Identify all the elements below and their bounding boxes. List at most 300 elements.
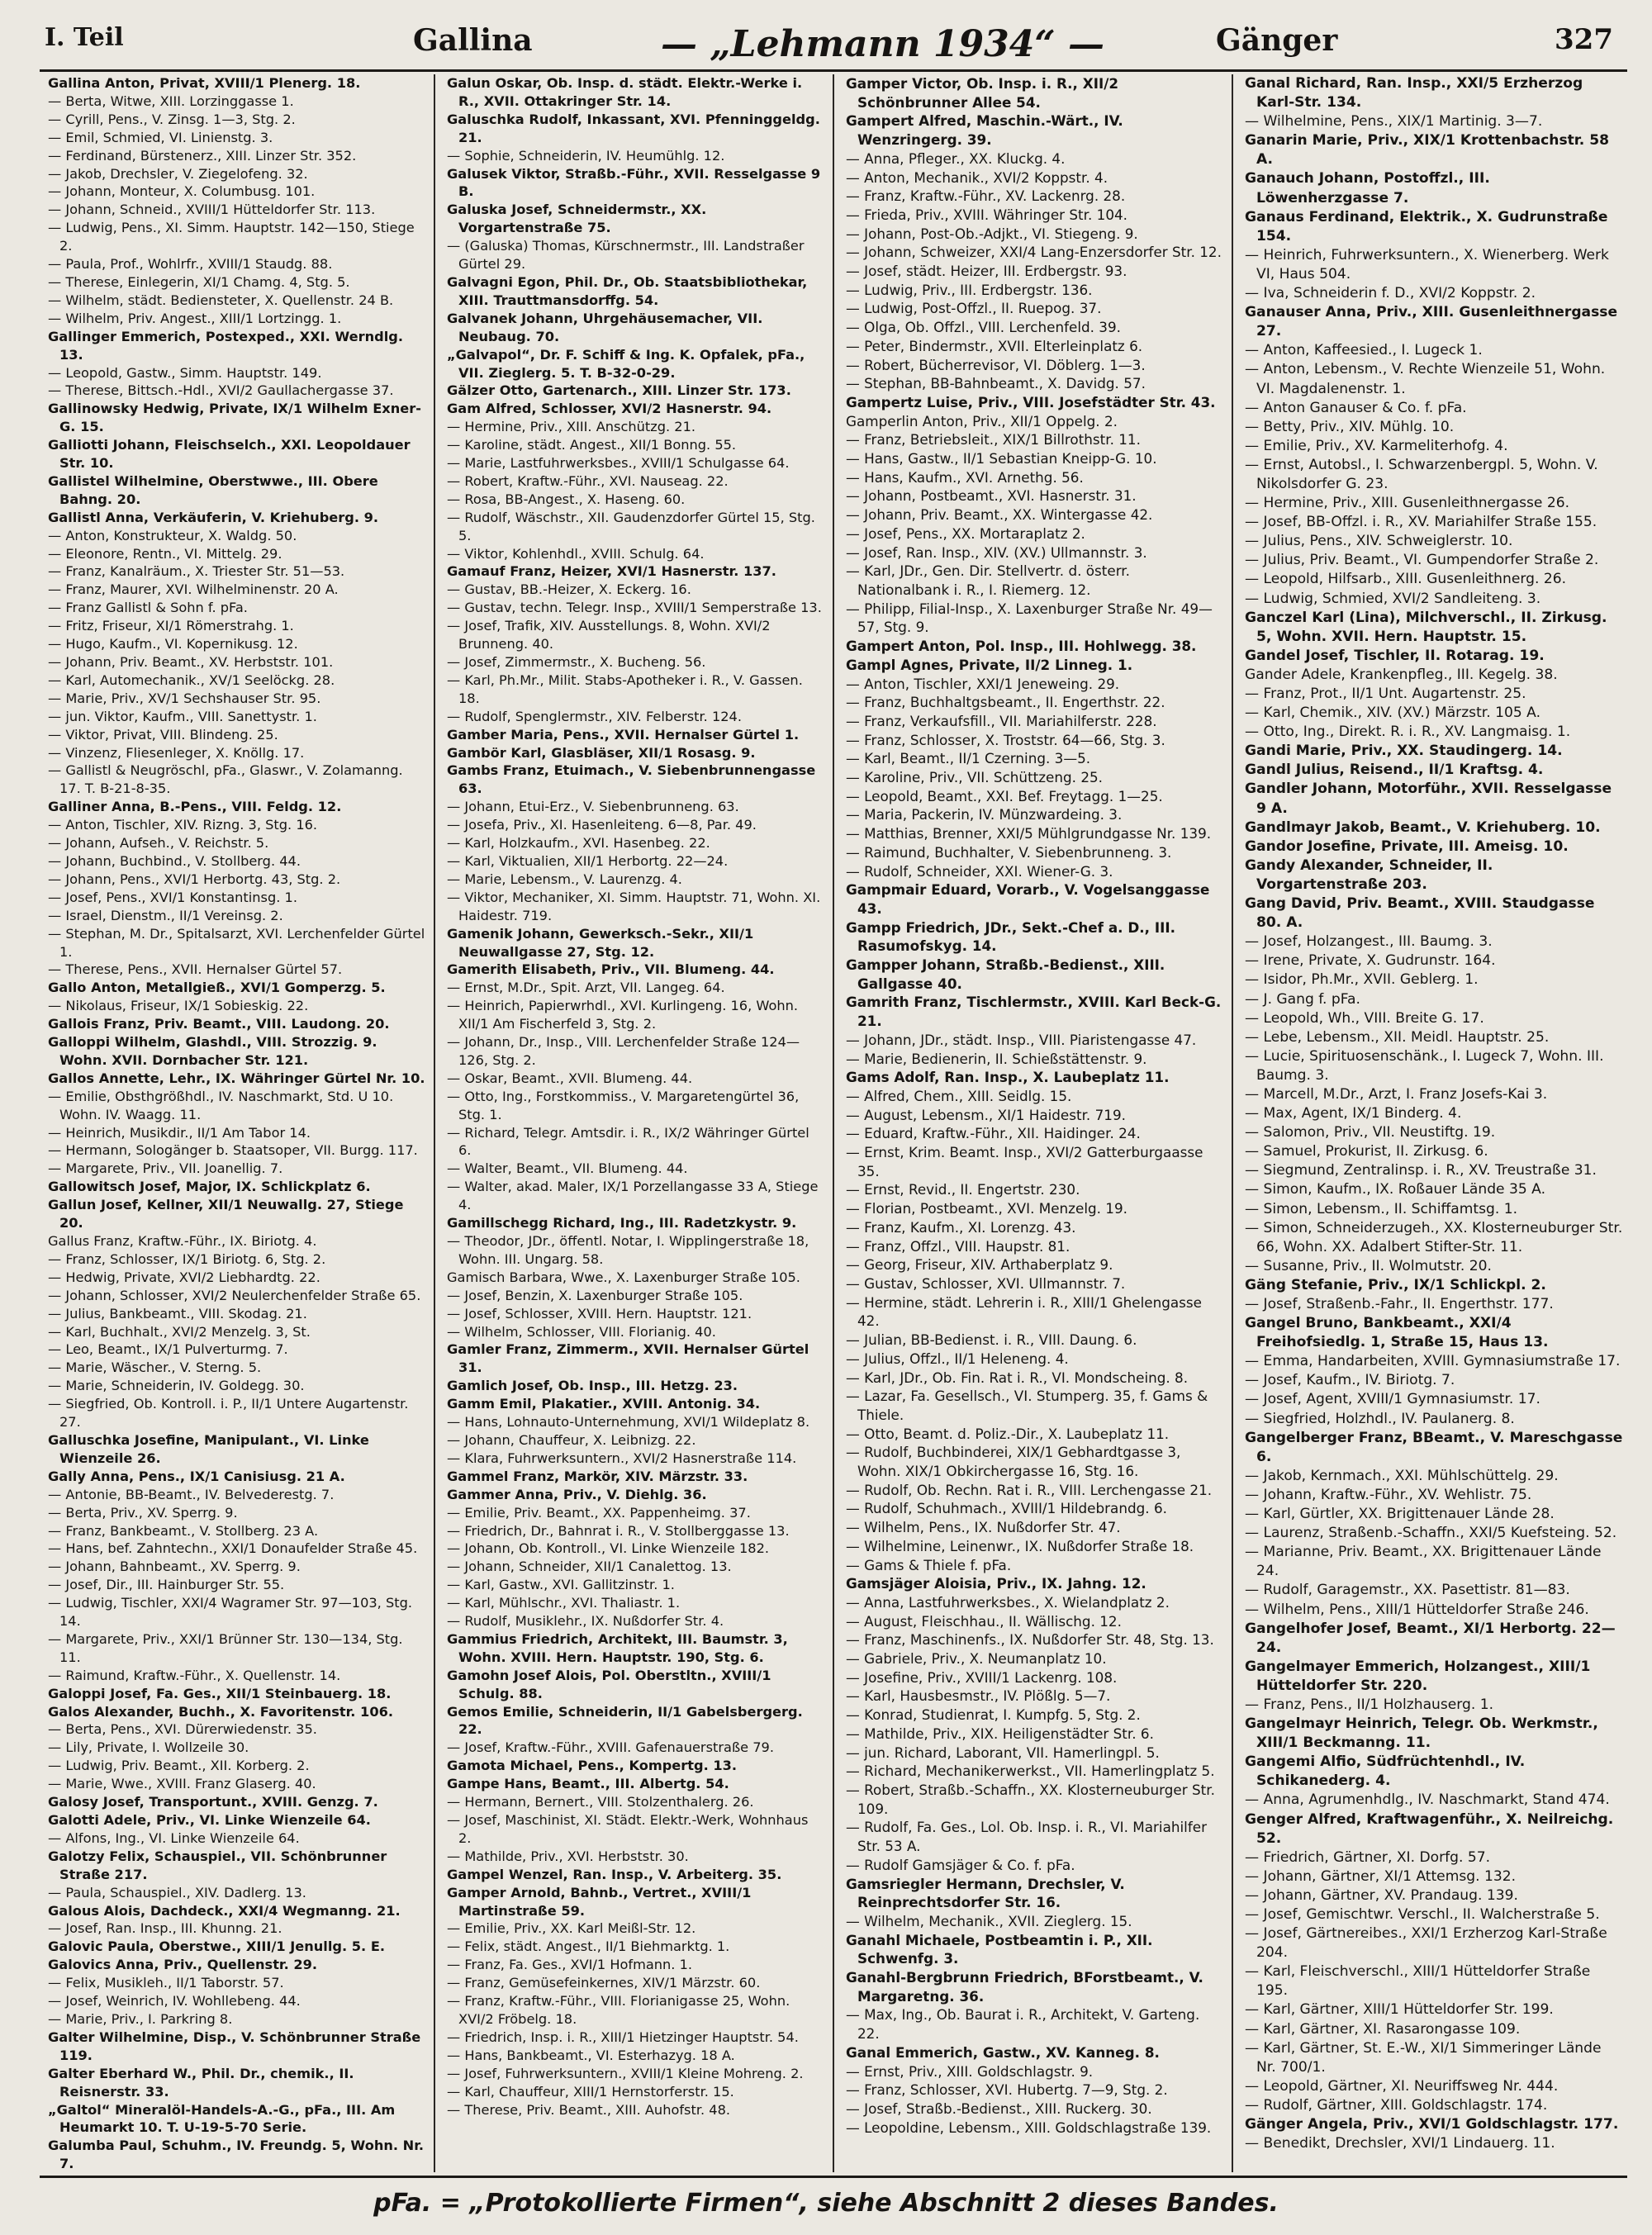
directory-entry: — Wilhelmine, Leinenwr., IX. Nußdorfer Straße 18. (846, 1537, 1194, 1554)
directory-entry: — Friedrich, Gärtner, XI. Dorfg. 57. (1245, 1848, 1491, 1866)
directory-entry: — Max, Ing., Ob. Baurat i. R., Architekt, V. Garteng. 22. (846, 2006, 1200, 2043)
page-number: 327 (1555, 23, 1613, 56)
directory-entry: Gemos Emilie, Schneiderin, II/1 Gabelsbergerg. 22. (447, 1703, 803, 1738)
directory-entry: — Anton, Kaffeesied., I. Lugeck 1. (1245, 342, 1483, 359)
directory-entry: — Josef, Ran. Insp., III. Khunng. 21. (48, 1920, 282, 1937)
directory-entry: — Johann, Post-Ob.-Adjkt., VI. Stiegeng. 9. (846, 225, 1138, 242)
directory-entry: — Julius, Offzl., II/1 Heleneng. 4. (846, 1350, 1069, 1367)
directory-entry: Gallus Franz, Kraftw.-Führ., IX. Biriotg. 4. (48, 1233, 317, 1249)
directory-entry: — Therese, Priv. Beamt., XIII. Auhofstr. 48. (447, 2101, 731, 2118)
directory-entry: Gallos Annette, Lehr., IX. Währinger Gürtel Nr. 10. (48, 1070, 425, 1086)
directory-entry: — Mathilde, Priv., XIX. Heiligenstädter Str. 6. (846, 1725, 1154, 1742)
directory-entry: — Eleonore, Rentn., VI. Mittelg. 29. (48, 545, 282, 562)
directory-entry: — Josef, BB-Offzl. i. R., XV. Mariahilfer Straße 155. (1245, 514, 1597, 531)
directory-entry: — Emilie, Priv., XV. Karmeliterhofg. 4. (1245, 437, 1508, 454)
directory-entry: — Josef, Weinrich, IV. Wohllebeng. 44. (48, 1993, 301, 2010)
directory-entry: — Johann, Etui-Erz., V. Siebenbrunneng. 63. (447, 799, 739, 815)
directory-entry: — Susanne, Priv., II. Wolmutstr. 20. (1245, 1257, 1492, 1274)
directory-entry: Galovics Anna, Priv., Quellenstr. 29. (48, 1957, 318, 1973)
directory-entry: Gandel Josef, Tischler, II. Rotarag. 19. (1245, 647, 1545, 664)
directory-entry: — Walter, Beamt., VII. Blumeng. 44. (447, 1160, 688, 1177)
directory-entry: — Karl, Mühlschr., XVI. Thaliastr. 1. (447, 1595, 681, 1611)
directory-entry: Galvanek Johann, Uhrgehäusemacher, VII. Neubaug. 70. (447, 310, 763, 344)
directory-entry: — Anna, Lastfuhrwerksbes., X. Wielandplatz 2. (846, 1593, 1170, 1611)
directory-entry: — Johann, Schlosser, XVI/2 Neulerchenfelder Straße 65. (48, 1287, 421, 1303)
directory-entry: Gallistel Wilhelmine, Oberstwwe., III. Obere Bahng. 20. (48, 472, 378, 507)
directory-entry: — Alfons, Ing., VI. Linke Wienzeile 64. (48, 1829, 300, 1846)
directory-entry: — Franz, Verkaufsfill., VII. Mariahilferstr. 228. (846, 712, 1157, 729)
directory-entry: Gampl Agnes, Private, II/2 Linneg. 1. (846, 656, 1133, 673)
directory-entry: — Franz Gallistl & Sohn f. pFa. (48, 600, 248, 616)
directory-entry: — Gams & Thiele f. pFa. (846, 1556, 1012, 1573)
directory-entry: Galotzy Felix, Schauspiel., VII. Schönbrunner Straße 217. (48, 1848, 387, 1882)
directory-entry: — Marie, Lebensm., V. Laurenzg. 4. (447, 871, 682, 887)
directory-entry: — Samuel, Prokurist, II. Zirkusg. 6. (1245, 1143, 1488, 1160)
directory-entry: — Franz, Kraftw.-Führ., XV. Lackenrg. 28. (846, 187, 1126, 205)
directory-entry: — Karoline, städt. Angest., XII/1 Bonng. 55. (447, 437, 737, 453)
directory-entry: Gamisch Barbara, Wwe., X. Laxenburger Straße 105. (447, 1269, 800, 1285)
directory-entry: — August, Lebensm., XI/1 Haidestr. 719. (846, 1106, 1126, 1123)
directory-entry: Ganauch Johann, Postoffzl., III. Löwenherzgasse 7. (1245, 170, 1490, 206)
directory-entry: — Josef, Pens., XVI/1 Konstantinsg. 1. (48, 889, 297, 905)
directory-entry: Gammel Franz, Markör, XIV. Märzstr. 33. (447, 1468, 748, 1484)
directory-entry: — Hermine, Priv., XIII. Gusenleithnergasse 26. (1245, 495, 1570, 512)
directory-entry: — Josef, Zimmermstr., X. Bucheng. 56. (447, 654, 706, 670)
directory-entry: Gamota Michael, Pens., Kompertg. 13. (447, 1758, 738, 1774)
directory-entry: — Anton Ganauser & Co. f. pFa. (1245, 399, 1467, 416)
directory-entry: — Richard, Mechanikerwerkst., VII. Hamerlingplatz 5. (846, 1763, 1215, 1780)
directory-entry: — Mathilde, Priv., XVI. Herbststr. 30. (447, 1848, 689, 1864)
directory-entry: Gamler Franz, Zimmerm., XVII. Hernalser Gürtel 31. (447, 1341, 809, 1376)
directory-entry: — Israel, Dienstm., II/1 Vereinsg. 2. (48, 907, 283, 923)
directory-entry: — Otto, Ing., Direkt. R. i. R., XV. Langmaisg. 1. (1245, 724, 1571, 741)
directory-entry: — Philipp, Filial-Insp., X. Laxenburger Straße Nr. 49—57, Stg. 9. (846, 600, 1213, 636)
directory-entry: — Johann, Schweizer, XXI/4 Lang-Enzersdorfer Str. 12. (846, 244, 1222, 261)
directory-entry: Gallina Anton, Privat, XVIII/1 Plenerg. 18. (48, 75, 361, 91)
directory-entry: — Stephan, M. Dr., Spitalsarzt, XVI. Lerchenfelder Gürtel 1. (48, 925, 425, 960)
directory-entry: Gänger Angela, Priv., XVI/1 Goldschlagstr. 177. (1245, 2116, 1619, 2133)
directory-entry: — Viktor, Mechaniker, XI. Simm. Hauptstr. 71, Wohn. XI. Haidestr. 719. (447, 889, 821, 923)
directory-entry: — Karl, Automechanik., XV/1 Seelöckg. 28. (48, 671, 335, 688)
last-entry-keyword: Gänger (1216, 23, 1338, 58)
directory-entry: Galosy Josef, Transportunt., XVIII. Genzg. 7. (48, 1794, 378, 1810)
directory-entry: Ganczel Karl (Lina), Milchverschl., II. Zirkusg. 5, Wohn. XVII. Hern. Hauptstr. 15. (1245, 609, 1607, 645)
directory-entry: — Hermine, Priv., XIII. Anschützg. 21. (447, 419, 696, 435)
directory-entry: — Rudolf, Fa. Ges., Lol. Ob. Insp. i. R., VI. Mariahilfer Str. 53 A. (846, 1819, 1207, 1855)
directory-entry: — Gustav, techn. Telegr. Insp., XVIII/1 Semperstraße 13. (447, 600, 822, 616)
directory-entry: — Johann, JDr., städt. Insp., VIII. Piaristengasse 47. (846, 1031, 1197, 1048)
directory-entry: Gallistl Anna, Verkäuferin, V. Kriehuberg. 9. (48, 509, 379, 525)
directory-entry: — Berta, Priv., XV. Sperrg. 9. (48, 1504, 238, 1521)
directory-entry: — Ernst, M.Dr., Spit. Arzt, VII. Langeg. 64. (447, 980, 725, 996)
directory-entry: — Viktor, Privat, VIII. Blindeng. 25. (48, 726, 278, 743)
directory-entry: — Peter, Bindermstr., XVII. Elterleinplatz 6. (846, 337, 1143, 354)
directory-entry: — Johann, Gärtner, XI/1 Attemsg. 132. (1245, 1867, 1517, 1885)
directory-entry: — Emilie, Obsthgrößhdl., IV. Naschmarkt, Std. U 10. Wohn. IV. Waagg. 11. (48, 1088, 394, 1122)
directory-entry: — Walter, akad. Maler, IX/1 Porzellangasse 33 A, Stiege 4. (447, 1179, 819, 1213)
directory-entry: — Julius, Pens., XIV. Schweiglerstr. 10. (1245, 533, 1513, 550)
page-header (33, 23, 1627, 76)
directory-entry: — Josef, Fuhrwerksuntern., XVIII/1 Kleine Mohreng. 2. (447, 2065, 804, 2081)
directory-entry: Gam Alfred, Schlosser, XVI/2 Hasnerstr. 94. (447, 401, 772, 417)
directory-entry: — Felix, Musikleh., II/1 Taborstr. 57. (48, 1975, 284, 1991)
directory-entry: Ganarin Marie, Priv., XIX/1 Krottenbachstr. 58 A. (1245, 132, 1610, 168)
directory-entry: — Robert, Kraftw.-Führ., XVI. Nauseag. 22. (447, 472, 729, 489)
directory-entry: — Anna, Agrumenhdlg., IV. Naschmarkt, Stand 474. (1245, 1791, 1610, 1809)
directory-entry: — Johann, Aufseh., V. Reichstr. 5. (48, 835, 269, 852)
directory-entry: Ganaus Ferdinand, Elektrik., X. Gudrunstraße 154. (1245, 208, 1608, 244)
directory-entry: — Hedwig, Private, XVI/2 Liebhardtg. 22. (48, 1269, 320, 1285)
directory-entry: Gälzer Otto, Gartenarch., XIII. Linzer Str. 173. (447, 382, 791, 399)
directory-entry: Galous Alois, Dachdeck., XXI/4 Wegmanng. 21. (48, 1902, 401, 1919)
directory-entry: — Hans, Kaufm., XVI. Arnethg. 56. (846, 468, 1084, 486)
directory-entry: Gander Adele, Krankenpfleg., III. Kegelg. 38. (1245, 666, 1558, 683)
directory-entry: — Karl, Gärtner, St. E.-W., XI/1 Simmeringer Lände Nr. 700/1. (1245, 2039, 1602, 2076)
directory-entry: Gangel Bruno, Bankbeamt., XXI/4 Freihofsiedlg. 1, Straße 15, Haus 13. (1245, 1315, 1549, 1351)
directory-entry: — Emilie, Priv. Beamt., XX. Pappenheimg. 37. (447, 1504, 751, 1521)
directory-entry: — Berta, Pens., XVI. Dürerwiedenstr. 35. (48, 1721, 317, 1738)
directory-entry: — Eduard, Kraftw.-Führ., XII. Haidinger. 24. (846, 1125, 1141, 1142)
directory-entry: Gams Adolf, Ran. Insp., X. Laubeplatz 11. (846, 1069, 1170, 1086)
directory-entry: — Rudolf Gamsjäger & Co. f. pFa. (846, 1856, 1075, 1873)
directory-entry: Gandl Julius, Reisend., II/1 Kraftsg. 4. (1245, 762, 1544, 779)
first-entry-keyword: Gallina (413, 23, 533, 58)
directory-entry: Galliotti Johann, Fleischselch., XXI. Leopoldauer Str. 10. (48, 437, 411, 472)
directory-title: — „Lehmann 1934“ — (661, 23, 1105, 65)
directory-entry: — Marcell, M.Dr., Arzt, I. Franz Josefs-Kai 3. (1245, 1085, 1548, 1103)
directory-entry: — Betty, Priv., XIV. Mühlg. 10. (1245, 418, 1455, 435)
directory-entry: — Karoline, Priv., VII. Schüttzeng. 25. (846, 769, 1104, 786)
directory-entry: — Leopold, Hilfsarb., XIII. Gusenleithnerg. 26. (1245, 571, 1566, 588)
directory-entry: — Josef, Gemischtwr. Verschl., II. Walcherstraße 5. (1245, 1906, 1600, 1923)
directory-entry: — Anna, Pfleger., XX. Kluckg. 4. (846, 149, 1066, 167)
directory-entry: — Florian, Postbeamt., XVI. Menzelg. 19. (846, 1200, 1127, 1217)
directory-entry: — Karl, Fleischverschl., XIII/1 Hütteldorfer Straße 195. (1245, 1963, 1591, 2000)
directory-entry: — Ludwig, Tischler, XXI/4 Wagramer Str. 97—103, Stg. 14. (48, 1595, 413, 1630)
directory-entry: — Therese, Bittsch.-Hdl., XVI/2 Gaullachergasse 37. (48, 382, 394, 399)
directory-entry: — Julian, BB-Bedienst. i. R., VIII. Daung. 6. (846, 1331, 1137, 1349)
directory-entry: — J. Gang f. pFa. (1245, 990, 1360, 1008)
directory-entry: — Cyrill, Pens., V. Zinsg. 1—3, Stg. 2. (48, 111, 296, 127)
directory-entry: — Gustav, Schlosser, XVI. Ullmannstr. 7. (846, 1275, 1126, 1292)
directory-entry: Gandor Josefine, Private, III. Ameisg. 10. (1245, 838, 1569, 855)
directory-entry: Galuschka Rudolf, Inkassant, XVI. Pfenninggeldg. 21. (447, 111, 820, 145)
directory-entry: Gambs Franz, Etuimach., V. Siebenbrunnengasse 63. (447, 762, 816, 797)
directory-entry: — Siegfried, Holzhdl., IV. Paulanerg. 8. (1245, 1410, 1515, 1427)
directory-entry: — Marie, Lastfuhrwerksbes., XVIII/1 Schulgasse 64. (447, 455, 790, 472)
directory-entry: — Johann, Kraftw.-Führ., XV. Wehlistr. 75. (1245, 1486, 1532, 1503)
directory-entry: — Karl, Beamt., II/1 Czerning. 3—5. (846, 750, 1091, 767)
directory-entry: Galter Eberhard W., Phil. Dr., chemik., II. Reisnerstr. 33. (48, 2065, 354, 2100)
directory-entry: — Hermann, Sologänger b. Staatsoper, VII. Burgg. 117. (48, 1142, 418, 1159)
directory-entry: — Marie, Priv., XV/1 Sechshauser Str. 95. (48, 690, 321, 706)
directory-entry: Gäng Stefanie, Priv., IX/1 Schlickpl. 2. (1245, 1276, 1546, 1293)
directory-entry: Galuska Josef, Schneidermstr., XX. Vorgartenstraße 75. (447, 202, 707, 236)
directory-entry: Gamper Victor, Ob. Insp. i. R., XII/2 Schönbrunner Allee 54. (846, 75, 1118, 111)
directory-entry: Galter Wilhelmine, Disp., V. Schönbrunner Straße 119. (48, 2029, 421, 2063)
directory-entry: — Franz, Bankbeamt., V. Stollberg. 23 A. (48, 1522, 319, 1539)
directory-entry: — Josef, Pens., XX. Mortaraplatz 2. (846, 524, 1085, 542)
directory-entry: Gamerith Elisabeth, Priv., VII. Blumeng. 44. (447, 961, 775, 978)
column-4 (1240, 74, 1632, 2172)
entry-columns (43, 74, 1632, 2172)
directory-entry: — Anton, Tischler, XXI/1 Jeneweing. 29. (846, 675, 1120, 692)
directory-entry: — Otto, Beamt. d. Poliz.-Dir., X. Laubeplatz 11. (846, 1425, 1170, 1442)
directory-entry: — Hans, Lohnauto-Unternehmung, XVI/1 Wildeplatz 8. (447, 1414, 810, 1431)
directory-entry: Ganal Richard, Ran. Insp., XXI/5 Erzherzog Karl-Str. 134. (1245, 75, 1583, 112)
directory-entry: Gambör Karl, Glasbläser, XII/1 Rosasg. 9. (447, 744, 756, 761)
directory-entry: — Karl, JDr., Ob. Fin. Rat i. R., VI. Mondscheing. 8. (846, 1369, 1189, 1386)
directory-entry: Gallun Josef, Kellner, XII/1 Neuwallg. 27, Stiege 20. (48, 1197, 404, 1231)
directory-entry: Gampert Anton, Pol. Insp., III. Hohlwegg. 38. (846, 638, 1197, 655)
directory-entry: — Antonie, BB-Beamt., IV. Belvederestg. 7. (48, 1486, 335, 1502)
directory-entry: — Robert, Straßb.-Schaffn., XX. Klosterneuburger Str. 109. (846, 1781, 1215, 1817)
directory-entry: — Irene, Private, X. Gudrunstr. 164. (1245, 952, 1496, 970)
directory-entry: Galusek Viktor, Straßb.-Führ., XVII. Resselgasse 9 B. (447, 165, 821, 200)
directory-entry: — Heinrich, Musikdir., II/1 Am Tabor 14. (48, 1124, 311, 1141)
directory-entry: — Ernst, Priv., XIII. Goldschlagstr. 9. (846, 2062, 1094, 2080)
directory-entry: — Richard, Telegr. Amtsdir. i. R., IX/2 Währinger Gürtel 6. (447, 1124, 809, 1159)
directory-entry: — Hans, Bankbeamt., VI. Esterhazyg. 18 A. (447, 2047, 735, 2063)
directory-entry: — Friedrich, Dr., Bahnrat i. R., V. Stollberggasse 13. (447, 1522, 790, 1539)
directory-entry: — (Galuska) Thomas, Kürschnermstr., III. Landstraßer Gürtel 29. (447, 238, 805, 273)
directory-entry: — Leopold, Gastw., Simm. Hauptstr. 149. (48, 364, 322, 381)
directory-entry: Gamsriegler Hermann, Drechsler, V. Reinprechtsdorfer Str. 16. (846, 1875, 1125, 1911)
directory-entry: — Lily, Private, I. Wollzeile 30. (48, 1739, 249, 1756)
directory-entry: Galluschka Josefine, Manipulant., VI. Linke Wienzeile 26. (48, 1431, 369, 1466)
directory-entry: — Therese, Pens., XVII. Hernalser Gürtel 57. (48, 961, 343, 978)
directory-entry: — Franz, Prot., II/1 Unt. Augartenstr. 25. (1245, 686, 1526, 702)
directory-entry: — Anton, Tischler, XIV. Rizng. 3, Stg. 16. (48, 817, 318, 833)
directory-entry: — Rudolf, Schuhmach., XVIII/1 Hildebrandg. 6. (846, 1500, 1167, 1517)
directory-entry: Ganahl Michaele, Postbeamtin i. P., XII. Schwenfg. 3. (846, 1931, 1153, 1967)
directory-entry: — Paula, Schauspiel., XIV. Dadlerg. 13. (48, 1884, 306, 1900)
directory-entry: Gangelberger Franz, BBeamt., V. Mareschgasse 6. (1245, 1429, 1623, 1465)
directory-entry: — Jakob, Kernmach., XXI. Mühlschüttelg. 29. (1245, 1467, 1559, 1484)
directory-entry: — Fritz, Friseur, XI/1 Römerstrahg. 1. (48, 618, 294, 634)
directory-entry: — Josefine, Priv., XVIII/1 Lackenrg. 108. (846, 1668, 1118, 1686)
directory-entry: — Ludwig, Priv. Beamt., XII. Korberg. 2. (48, 1758, 310, 1774)
directory-entry: — Ludwig, Schmied, XVI/2 Sandleiteng. 3. (1245, 590, 1541, 607)
directory-entry: — Franz, Pens., II/1 Holzhauserg. 1. (1245, 1696, 1494, 1713)
directory-entry: — Simon, Kaufm., IX. Roßauer Lände 35 A. (1245, 1181, 1546, 1198)
directory-entry: — Ludwig, Priv., III. Erdbergstr. 136. (846, 281, 1093, 298)
directory-entry: — Karl, Buchhalt., XVI/2 Menzelg. 3, St. (48, 1323, 311, 1340)
directory-entry: — Max, Agent, IX/1 Binderg. 4. (1245, 1105, 1462, 1122)
directory-entry: Gamohn Josef Alois, Pol. Oberstltn., XVIII/1 Schulg. 88. (447, 1667, 771, 1701)
directory-entry: — Robert, Bücherrevisor, VI. Döblerg. 1—3. (846, 356, 1146, 373)
directory-entry: Gangemi Alfio, Südfrüchtenhdl., IV. Schikanederg. 4. (1245, 1753, 1526, 1790)
directory-entry: — Franz, Kaufm., XI. Lorenzg. 43. (846, 1218, 1076, 1236)
directory-entry: — Stephan, BB-Bahnbeamt., X. Davidg. 57. (846, 375, 1146, 392)
column-3 (841, 74, 1233, 2172)
directory-entry: — Anton, Mechanik., XVI/2 Koppstr. 4. (846, 168, 1108, 186)
directory-entry: — Anton, Konstrukteur, X. Waldg. 50. (48, 527, 297, 543)
directory-entry: — Nikolaus, Friseur, IX/1 Sobieskig. 22. (48, 998, 309, 1014)
directory-entry: — Margarete, Priv., XXI/1 Brünner Str. 130—134, Stg. 11. (48, 1630, 403, 1665)
header-rule (40, 69, 1627, 72)
directory-entry: — Wilhelm, Priv. Angest., XIII/1 Lortzingg. 1. (48, 310, 342, 326)
directory-entry: — Rudolf, Garagemstr., XX. Pasettistr. 81—83. (1245, 1582, 1570, 1599)
directory-entry: — Marie, Wwe., XVIII. Franz Glaserg. 40. (48, 1776, 316, 1792)
directory-entry: Gampel Wenzel, Ran. Insp., V. Arbeiterg. 35. (447, 1866, 782, 1882)
directory-entry: Galun Oskar, Ob. Insp. d. städt. Elektr.-Werke i. R., XVII. Ottakringer Str. 14. (447, 75, 803, 109)
directory-entry: Gallowitsch Josef, Major, IX. Schlickplatz 6. (48, 1179, 371, 1195)
directory-entry: — Lazar, Fa. Gesellsch., VI. Stumperg. 35, f. Gams & Thiele. (846, 1388, 1208, 1423)
directory-entry: — Julius, Bankbeamt., VIII. Skodag. 21. (48, 1305, 307, 1322)
directory-entry: — Siegfried, Ob. Kontroll. i. P., II/1 Untere Augartenstr. 27. (48, 1396, 409, 1431)
directory-entry: Gammius Friedrich, Architekt, III. Baumstr. 3, Wohn. XVIII. Hern. Hauptstr. 190, Stg. 6. (447, 1630, 788, 1665)
directory-entry: Galumba Paul, Schuhm., IV. Freundg. 5, Wohn. Nr. 7. (48, 2138, 425, 2172)
directory-entry: — Friedrich, Insp. i. R., XIII/1 Hietzinger Hauptstr. 54. (447, 2029, 799, 2045)
directory-entry: — Margarete, Priv., VII. Joanellig. 7. (48, 1160, 283, 1177)
directory-entry: — Ludwig, Post-Offzl., II. Ruepog. 37. (846, 300, 1102, 317)
directory-entry: — Paula, Prof., Wohlrfr., XVIII/1 Staudg. 88. (48, 256, 333, 273)
directory-entry: — Ernst, Revid., II. Engertstr. 230. (846, 1181, 1080, 1198)
directory-entry: — Johann, Bahnbeamt., XV. Sperrg. 9. (48, 1559, 301, 1575)
directory-entry: — jun. Richard, Laborant, VII. Hamerlingpl. 5. (846, 1744, 1160, 1761)
directory-entry: — Leopold, Gärtner, XI. Neuriffsweg Nr. 444. (1245, 2077, 1559, 2095)
directory-entry: — Hans, Gastw., II/1 Sebastian Kneipp-G. 10. (846, 450, 1157, 467)
directory-entry: — Franz, Maurer, XVI. Wilhelminenstr. 20 A. (48, 581, 339, 598)
directory-entry: — Rudolf, Schneider, XXI. Wiener-G. 3. (846, 862, 1113, 880)
directory-entry: Gamperlin Anton, Priv., XII/1 Oppelg. 2. (846, 412, 1118, 429)
directory-entry: — Rosa, BB-Angest., X. Haseng. 60. (447, 491, 686, 507)
directory-entry: — Raimund, Kraftw.-Führ., X. Quellenstr. 14. (48, 1667, 341, 1683)
directory-entry: — Josef, Benzin, X. Laxenburger Straße 105. (447, 1287, 743, 1303)
directory-entry: — Olga, Ob. Offzl., VIII. Lerchenfeld. 39. (846, 319, 1121, 336)
directory-entry: — Josef, Schlosser, XVIII. Hern. Hauptstr. 121. (447, 1305, 752, 1322)
directory-entry: „Galvapol“, Dr. F. Schiff & Ing. K. Opfalek, pFa., VII. Zieglerg. 5. T. B-32-0-29. (447, 346, 805, 381)
directory-entry: — Raimund, Buchhalter, V. Siebenbrunneng. 3. (846, 843, 1172, 861)
directory-entry: — Josef, Maschinist, XI. Städt. Elektr.-Werk, Wohnhaus 2. (447, 1812, 809, 1846)
directory-entry: — Karl, Chauffeur, XIII/1 Hernstorferstr. 15. (447, 2083, 734, 2100)
directory-entry: — Laurenz, Straßenb.-Schaffn., XXI/5 Kuefsteing. 52. (1245, 1525, 1617, 1542)
directory-entry: — Karl, JDr., Gen. Dir. Stellvertr. d. österr. Nationalbank i. R., I. Riemerg. 12. (846, 562, 1130, 598)
directory-entry: Galotti Adele, Priv., VI. Linke Wienzeile 64. (48, 1812, 371, 1828)
directory-entry: — Leopold, Beamt., XXI. Bef. Freytagg. 1—25. (846, 787, 1163, 804)
directory-entry: Gampper Johann, Straßb.-Bedienst., XIII. Gallgasse 40. (846, 956, 1165, 992)
directory-entry: — Hermann, Bernert., VIII. Stolzenthalerg. 26. (447, 1794, 754, 1810)
directory-entry: — Johann, Priv. Beamt., XX. Wintergasse 42. (846, 506, 1153, 524)
footer-note: pFa. = „Protokollierte Firmen“, siehe Abschnitt 2 dieses Bandes. (373, 2189, 1279, 2218)
directory-entry: Gampertz Luise, Priv., VIII. Josefstädter Str. 43. (846, 393, 1216, 410)
directory-entry: Gamauf Franz, Heizer, XVI/1 Hasnerstr. 137. (447, 563, 776, 580)
directory-entry: Gangelhofer Josef, Beamt., XI/1 Herbortg. 22—24. (1245, 1620, 1616, 1656)
directory-entry: — Johann, Postbeamt., XVI. Hasnerstr. 31. (846, 487, 1137, 505)
directory-entry: — Johann, Schneider, XII/1 Canalettog. 13. (447, 1559, 732, 1575)
directory-entry: — Georg, Friseur, XIV. Arthaberplatz 9. (846, 1256, 1113, 1274)
directory-entry: — Oskar, Beamt., XVII. Blumeng. 44. (447, 1070, 693, 1086)
directory-entry: — Johann, Gärtner, XV. Prandaug. 139. (1245, 1886, 1518, 1904)
directory-entry: — Franz, Gemüsefeinkernes, XIV/1 Märzstr. 60. (447, 1975, 761, 1991)
directory-entry: Gamenik Johann, Gewerksch.-Sekr., XII/1 Neuwallgasse 27, Stg. 12. (447, 925, 754, 960)
directory-entry: Galovic Paula, Oberstwe., XIII/1 Jenullg. 5. E. (48, 1938, 386, 1955)
directory-entry: — Karl, Gastw., XVI. Gallitzinstr. 1. (447, 1577, 675, 1593)
directory-entry: — Johann, Pens., XVI/1 Herbortg. 43, Stg. 2. (48, 871, 341, 887)
directory-entry: Gang David, Priv. Beamt., XVIII. Staudgasse 80. A. (1245, 895, 1595, 932)
directory-entry: — Ernst, Autobsl., I. Schwarzenbergpl. 5, Wohn. V. Nikolsdorfer G. 23. (1245, 456, 1598, 492)
directory-entry: — Franz, Schlosser, IX/1 Biriotg. 6, Stg. 2. (48, 1250, 326, 1267)
directory-entry: Gammer Anna, Priv., V. Diehlg. 36. (447, 1486, 707, 1502)
directory-entry: — Johann, Monteur, X. Columbusg. 101. (48, 183, 316, 200)
directory-entry: — Franz, Buchhaltgsbeamt., II. Engerthstr. 22. (846, 694, 1165, 711)
directory-entry: — Jakob, Drechsler, V. Ziegelofeng. 32. (48, 165, 308, 182)
directory-entry: Gamm Emil, Plakatier., XVIII. Antonig. 34. (447, 1396, 761, 1412)
directory-entry: — Vinzenz, Fliesenleger, X. Knöllg. 17. (48, 744, 305, 761)
directory-entry: Gallinger Emmerich, Postexped., XXI. Werndlg. 13. (48, 328, 404, 363)
directory-entry: Ganahl-Bergbrunn Friedrich, BForstbeamt., V. Margaretng. 36. (846, 1969, 1203, 2005)
directory-entry: — Josef, Straßenb.-Fahr., II. Engerthstr. 177. (1245, 1296, 1554, 1312)
directory-entry: — Isidor, Ph.Mr., XVII. Geblerg. 1. (1245, 971, 1479, 989)
directory-entry: — Franz, Kraftw.-Führ., VIII. Florianigasse 25, Wohn. XVI/2 Fröbelg. 18. (447, 1993, 790, 2027)
directory-entry: Gally Anna, Pens., IX/1 Canisiusg. 21 A. (48, 1468, 345, 1484)
directory-entry: — Iva, Schneiderin f. D., XVI/2 Koppstr. 2. (1245, 285, 1536, 302)
directory-entry: — Heinrich, Fuhrwerksuntern., X. Wienerberg. Werk VI, Haus 504. (1245, 246, 1609, 282)
directory-entry: — Franz, Maschinenfs., IX. Nußdorfer Str. 48, Stg. 13. (846, 1631, 1214, 1649)
directory-entry: — Ernst, Krim. Beamt. Insp., XVI/2 Gatterburgaasse 35. (846, 1144, 1203, 1179)
directory-entry: — Karl, Hausbesmstr., IV. Plößlg. 5—7. (846, 1687, 1111, 1705)
directory-entry: Gangelmayer Emmerich, Holzangest., XIII/1 Hütteldorfer Str. 220. (1245, 1658, 1591, 1694)
directory-entry: Galoppi Josef, Fa. Ges., XII/1 Steinbauerg. 18. (48, 1685, 392, 1701)
directory-entry: — Simon, Lebensm., II. Schiffamtsg. 1. (1245, 1200, 1518, 1217)
directory-entry: — Karl, Chemik., XIV. (XV.) Märzstr. 105 A. (1245, 705, 1540, 722)
directory-entry: — Leo, Beamt., IX/1 Pulverturmg. 7. (48, 1341, 288, 1358)
directory-entry: — Rudolf, Buchbinderei, XIX/1 Gebhardtgasse 3, Wohn. XIX/1 Obkirchergasse 16, Stg. 16. (846, 1444, 1181, 1480)
directory-entry: — Josef, Straßb.-Bedienst., XIII. Ruckerg. 30. (846, 2100, 1152, 2117)
directory-entry: — Josef, Gärtnereibes., XXI/1 Erzherzog Karl-Straße 204. (1245, 1925, 1607, 1962)
directory-entry: — Felix, städt. Angest., II/1 Biehmarktg. 1. (447, 1938, 730, 1955)
directory-entry: — Johann, Ob. Kontroll., VI. Linke Wienzeile 182. (447, 1540, 770, 1557)
directory-entry: Gamper Arnold, Bahnb., Vertret., XVIII/1 Martinstraße 59. (447, 1884, 752, 1919)
directory-entry: — Karl, Gärtner, XI. Rasarongasse 109. (1245, 2020, 1521, 2038)
directory-entry: — Siegmund, Zentralinsp. i. R., XV. Treustraße 31. (1245, 1162, 1597, 1179)
directory-entry: — Franz, Schlosser, XVI. Hubertg. 7—9, Stg. 2. (846, 2081, 1168, 2099)
directory-entry: — jun. Viktor, Kaufm., VIII. Sanettystr. 1. (48, 708, 317, 724)
footer-rule (40, 2176, 1627, 2178)
directory-entry: — Gabriele, Priv., X. Neumanplatz 10. (846, 1650, 1107, 1668)
directory-entry: — Johann, Priv. Beamt., XV. Herbststr. 101. (48, 654, 334, 670)
directory-entry: Gampe Hans, Beamt., III. Albertg. 54. (447, 1776, 729, 1792)
directory-entry: „Galtol“ Mineralöl-Handels-A.-G., pFa., III. Am Heumarkt 10. T. U-19-5-70 Serie. (48, 2101, 396, 2136)
directory-entry: — Josef, Kraftw.-Führ., XVIII. Gafenauerstraße 79. (447, 1739, 774, 1756)
directory-entry: — Leopold, Wh., VIII. Breite G. 17. (1245, 1009, 1484, 1027)
directory-entry: — Maria, Packerin, IV. Münzwardeing. 3. (846, 806, 1123, 823)
directory-entry: — Julius, Priv. Beamt., VI. Gumpendorfer Straße 2. (1245, 552, 1599, 569)
directory-entry: — Rudolf, Gärtner, XIII. Goldschlagstr. 174. (1245, 2096, 1548, 2114)
directory-entry: — Hans, bef. Zahntechn., XXI/1 Donaufelder Straße 45. (48, 1540, 418, 1557)
directory-entry: — Theodor, JDr., öffentl. Notar, I. Wipplingerstraße 18, Wohn. III. Ungarg. 58. (447, 1233, 809, 1267)
directory-entry: — Matthias, Brenner, XXI/5 Mühlgrundgasse Nr. 139. (846, 825, 1212, 842)
directory-entry: — Marie, Priv., I. Parkring 8. (48, 2010, 233, 2027)
directory-entry: Gamlich Josef, Ob. Insp., III. Hetzg. 23. (447, 1378, 738, 1394)
directory-entry: — Karl, Gürtler, XX. Brigittenauer Lände 28. (1245, 1506, 1555, 1523)
directory-entry: — Gustav, BB.-Heizer, X. Eckerg. 16. (447, 581, 691, 598)
directory-entry: Ganauser Anna, Priv., XIII. Gusenleithnergasse 27. (1245, 304, 1618, 340)
directory-entry: — Josef, Kaufm., IV. Biriotg. 7. (1245, 1372, 1455, 1389)
directory-entry: — Josef, Trafik, XIV. Ausstellungs. 8, Wohn. XVI/2 Brunneng. 40. (447, 618, 771, 652)
directory-entry: — Wilhelm, Schlosser, VIII. Florianig. 40. (447, 1323, 716, 1340)
directory-entry: — Rudolf, Wäschstr., XII. Gaudenzdorfer Gürtel 15, Stg. 5. (447, 509, 815, 543)
directory-entry: — Marie, Wäscher., V. Sterng. 5. (48, 1360, 262, 1376)
directory-entry: — Heinrich, Papierwrhdl., XVI. Kurlingeng. 16, Wohn. XII/1 Am Fischerfeld 3, Stg. 2. (447, 998, 799, 1032)
directory-entry: — Hugo, Kaufm., VI. Kopernikusg. 12. (48, 636, 298, 652)
directory-entry: — Marianne, Priv. Beamt., XX. Brigittenauer Lände 24. (1245, 1544, 1602, 1580)
directory-entry: Genger Alfred, Kraftwagenführ., X. Neilreichg. 52. (1245, 1810, 1614, 1847)
directory-entry: — Konrad, Studienrat, I. Kumpfg. 5, Stg. 2. (846, 1706, 1141, 1724)
directory-entry: — Johann, Dr., Insp., VIII. Lerchenfelder Straße 124—126, Stg. 2. (447, 1034, 800, 1068)
directory-entry: Gandlmayr Jakob, Beamt., V. Kriehuberg. 10. (1245, 819, 1601, 836)
